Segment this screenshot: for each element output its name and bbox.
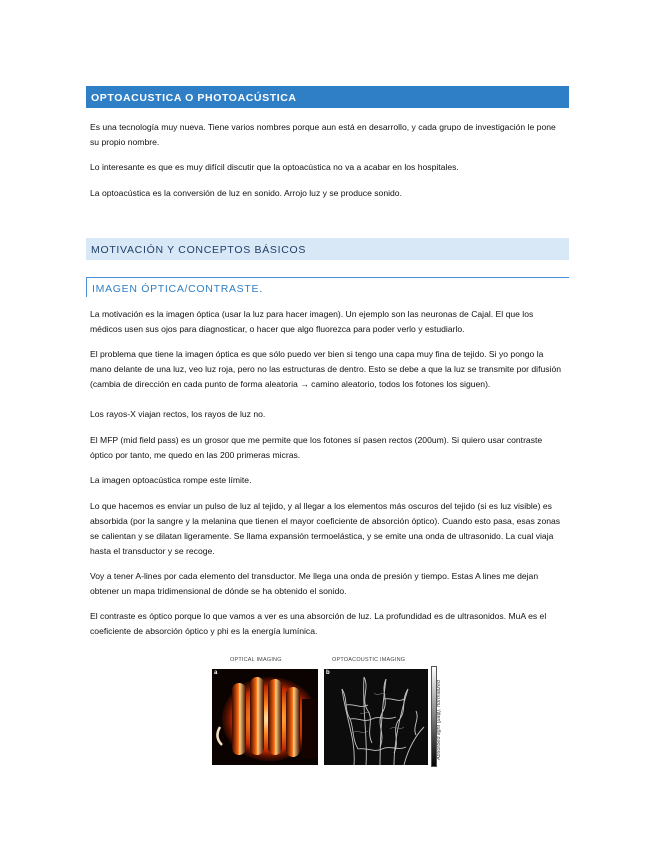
- panel-label-a: a: [214, 670, 218, 676]
- colorbar-label-text: Absorbed light (μaφ), normalized: [436, 680, 442, 760]
- paragraph: La optoacústica es la conversión de luz en sonido. Arrojo luz y se produce sonido.: [90, 188, 402, 198]
- paragraph: La imagen optoacústica rompe este límite.: [90, 475, 252, 485]
- paragraph: Lo interesante es que es muy difícil discutir que la optoacústica no va a acabar en los hospitales.: [90, 162, 459, 172]
- paragraph: Voy a tener A-lines por cada elemento del transductor. Me llega una onda de presión y tiempo. Estas A lines me dejan obtener un mapa tridimensional de dónde se ha obtenido el sonido.: [90, 571, 539, 596]
- paragraph: La motivación es la imagen óptica (usar la luz para hacer imagen). Un ejemplo son las neuronas de Cajal. El que los médicos usen sus ojos para diagnosticar, o hacer que algo fluorezca para poder verlo y estudiarlo.: [90, 309, 534, 334]
- optical-imaging-panel: [212, 669, 318, 765]
- paragraph: Es una tecnología muy nueva. Tiene varios nombres porque aun está en desarrollo, y cada grupo de investigación le pone su propio nombre.: [90, 122, 556, 147]
- panel-label-b: b: [326, 670, 330, 676]
- subsection-heading-imagen-optica: IMAGEN ÓPTICA/CONTRASTE.: [86, 277, 569, 297]
- hand-optical-image: [212, 669, 318, 765]
- section-heading-motivacion: MOTIVACIÓN Y CONCEPTOS BÁSICOS: [86, 238, 569, 260]
- paragraph: El MFP (mid field pass) es un grosor que me permite que los fotones sí pasen rectos (200um). Si quiero usar contraste óptico por tanto, me quedo en las 200 primeras micras.: [90, 435, 543, 460]
- paragraph: Lo que hacemos es enviar un pulso de luz al tejido, y al llegar a los elementos más oscuros del tejido (si es luz visible) es absorbida (por la sangre y la melanina que tienen el mayor coeficiente de absorción óptico). Cuando esto pasa, esas zonas se calientan y se dilatan ligeramente. Se llama expansión termoelástica, y se emite una onda de ultrasonido. La cual viaja hasta el transductor y se recoge.: [90, 501, 561, 556]
- section-heading-optoacustica: OPTOACUSTICA O PHOTOACÚSTICA: [86, 86, 569, 108]
- figure-right-title: OPTOACOUSTIC IMAGING: [332, 657, 406, 663]
- paragraph: El contraste es óptico porque lo que vamos a ver es una absorción de luz. La profundidad es de ultrasonidos. MuA es el coeficiente de absorción óptico y phi es la energía lumínica.: [90, 611, 547, 636]
- hand-vessel-image: [324, 669, 428, 765]
- imaging-figure: [212, 654, 446, 766]
- figure-left-title: OPTICAL IMAGING: [230, 657, 282, 663]
- paragraph: Los rayos-X viajan rectos, los rayos de luz no.: [90, 409, 266, 419]
- colorbar-label: [436, 660, 446, 768]
- paragraph: El problema que tiene la imagen óptica es que sólo puedo ver bien si tengo una capa muy fina de tejido. Si yo pongo la mano delante de una luz, veo luz roja, pero no las estructuras de dentro. Esto se debe a que la luz se transmite por difusión (cambia de dirección en cada punto de forma aleatoria → camino aleatorio, todos los fotones los siguen).: [90, 349, 562, 389]
- optoacoustic-imaging-panel: [324, 669, 428, 765]
